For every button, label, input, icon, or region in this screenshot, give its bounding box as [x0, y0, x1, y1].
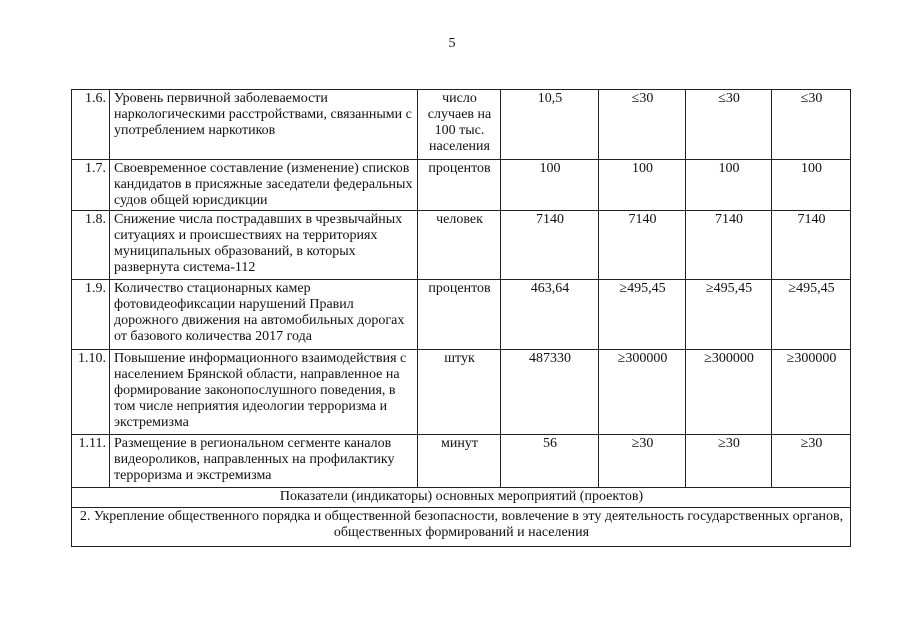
table-row: [72, 160, 851, 211]
row-number: 1.10.: [72, 350, 110, 435]
row-number: 1.9.: [72, 280, 110, 350]
indicator-name: Уровень первичной заболеваемости наркологическими расстройствами, связанными с употреблением наркотиков: [110, 90, 418, 160]
value-cell: ≥30: [686, 435, 772, 488]
value-cell: ≥495,45: [686, 280, 772, 350]
unit-of-measure: минут: [418, 435, 501, 488]
value-cell: ≤30: [599, 90, 686, 160]
unit-of-measure: штук: [418, 350, 501, 435]
indicators-table: [71, 89, 851, 547]
value-cell: ≥495,45: [772, 280, 851, 350]
table-row: [72, 350, 851, 435]
table-row: [72, 90, 851, 160]
value-cell: 100: [686, 160, 772, 211]
table-row: [72, 280, 851, 350]
indicator-name: Своевременное составление (изменение) списков кандидатов в присяжные заседатели федеральных судов общей юрисдикции: [110, 160, 418, 211]
value-cell: ≥300000: [599, 350, 686, 435]
row-number: 1.6.: [72, 90, 110, 160]
value-cell: 100: [599, 160, 686, 211]
page-number: 5: [448, 36, 456, 51]
value-cell: 7140: [599, 211, 686, 280]
value-cell: ≥495,45: [599, 280, 686, 350]
value-cell: ≤30: [772, 90, 851, 160]
value-cell: ≥300000: [686, 350, 772, 435]
value-cell: 7140: [772, 211, 851, 280]
value-cell: ≥30: [772, 435, 851, 488]
value-cell: 7140: [686, 211, 772, 280]
row-number: 1.7.: [72, 160, 110, 211]
indicator-name: Повышение информационного взаимодействия с населением Брянской области, направленное на формирование законопослушного поведения, в том числе неприятия идеологии терроризма и экстремизма: [110, 350, 418, 435]
indicator-name: Количество стационарных камер фотовидеофиксации нарушений Правил дорожного движения на автомобильных дорогах от базового количества 2017 года: [110, 280, 418, 350]
indicator-name: Размещение в региональном сегменте каналов видеороликов, направленных на профилактику терроризма и экстремизма: [110, 435, 418, 488]
table-row: [72, 435, 851, 488]
value-cell: ≤30: [686, 90, 772, 160]
section-title: 2. Укрепление общественного порядка и общественной безопасности, вовлечение в эту деятельность государственных органов, общественных формирований и населения: [72, 508, 851, 547]
value-cell: ≥300000: [772, 350, 851, 435]
value-cell: 487330: [501, 350, 599, 435]
row-number: 1.8.: [72, 211, 110, 280]
unit-of-measure: процентов: [418, 280, 501, 350]
unit-of-measure: человек: [418, 211, 501, 280]
value-cell: 7140: [501, 211, 599, 280]
section-header-row: [72, 488, 851, 508]
table-row: [72, 211, 851, 280]
value-cell: 463,64: [501, 280, 599, 350]
value-cell: ≥30: [599, 435, 686, 488]
value-cell: 10,5: [501, 90, 599, 160]
unit-of-measure: процентов: [418, 160, 501, 211]
section-title-row: [72, 508, 851, 547]
indicator-name: Снижение числа пострадавших в чрезвычайных ситуациях и происшествиях на территориях муниципальных образований, в которых развернута система-112: [110, 211, 418, 280]
value-cell: 100: [501, 160, 599, 211]
value-cell: 100: [772, 160, 851, 211]
unit-of-measure: число случаев на 100 тыс. населения: [418, 90, 501, 160]
value-cell: 56: [501, 435, 599, 488]
section-header: Показатели (индикаторы) основных мероприятий (проектов): [72, 488, 851, 508]
row-number: 1.11.: [72, 435, 110, 488]
